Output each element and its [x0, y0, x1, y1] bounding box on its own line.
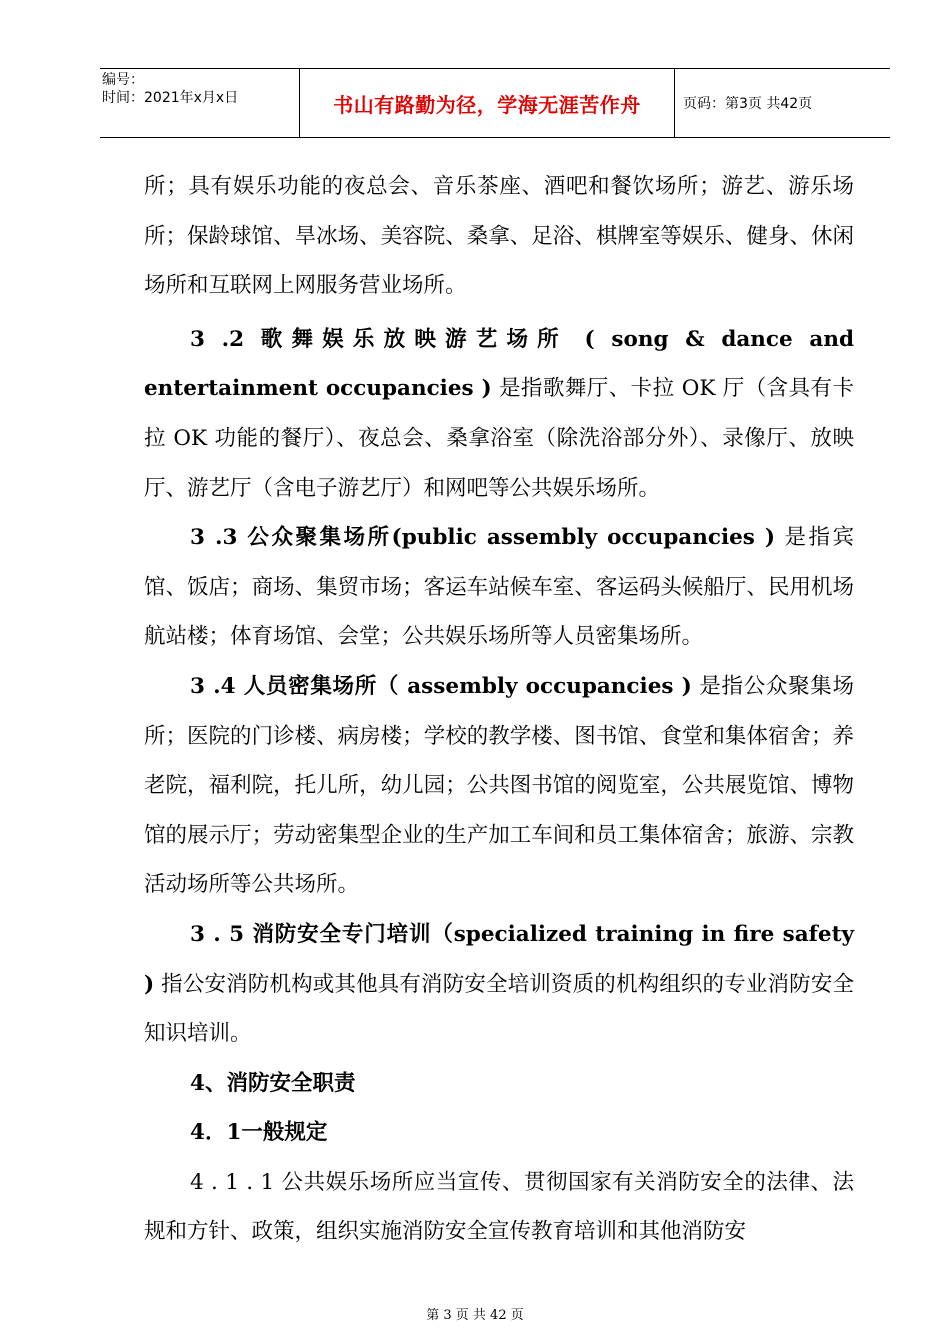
paragraph-continuation: 所；具有娱乐功能的夜总会、音乐茶座、酒吧和餐饮场所；游艺、游乐场所；保龄球馆、旱冰场、美容院、桑拿、足浴、棋牌室等娱乐、健身、休闲场所和互联网上网服务营业场所。: [144, 174, 854, 299]
definition-3-3-text: 是指宾馆、饭店；商场、集贸市场；客运车站候车室、客运码头候船厅、民用机场航站楼；体育场馆、会堂；公共娱乐场所等人员密集场所。: [144, 525, 854, 650]
section-4-1-title: 4．1一般规定: [190, 1120, 328, 1146]
definition-3-5-term: 3 . 5 消防安全专门培训（specialized training in fire safety ): [144, 921, 854, 997]
document-body: [144, 162, 854, 1257]
header-page-label: 页码：第3页 共42页: [683, 96, 813, 112]
definition-3-2-text: 是指歌舞厅、卡拉 OK 厅（含具有卡拉 OK 功能的餐厅）、夜总会、桑拿浴室（除洗浴部分外）、录像厅、放映厅、游艺厅（含电子游艺厅）和网吧等公共娱乐场所。: [144, 376, 854, 501]
definition-3-5: [144, 910, 854, 1059]
definition-3-2: [144, 315, 854, 513]
header-motto: 书山有路勤为径，学海无涯苦作舟: [300, 69, 675, 137]
document-time-label: 时间：2021年x月x日: [102, 90, 239, 106]
definition-3-5-text: 指公安消防机构或其他具有消防安全培训资质的机构组织的专业消防安全知识培训。: [144, 971, 854, 1047]
definition-3-4: [144, 662, 854, 910]
section-4-title: 4、消防安全职责: [190, 1070, 356, 1096]
definition-3-3: [144, 513, 854, 662]
section-heading-4: [144, 1059, 854, 1109]
header-meta: [100, 69, 300, 137]
clause-4-1-1: 4 . 1 . 1 公共娱乐场所应当宣传、贯彻国家有关消防安全的法律、法规和方针、政策，组织实施消防安全宣传教育培训和其他消防安: [144, 1169, 854, 1245]
definition-3-4-term: 3 .4 人员密集场所（ assembly occupancies ): [190, 673, 692, 699]
page-footer: 第 3 页 共 42 页: [426, 1308, 524, 1323]
section-heading-4-1: [144, 1108, 854, 1158]
definition-3-2-term: 3 .2 歌舞娱乐放映游艺场所 ( song & dance and entertainment occupancies ): [144, 326, 854, 402]
definition-3-4-text: 是指公众聚集场所；医院的门诊楼、病房楼；学校的教学楼、图书馆、食堂和集体宿舍；养老院，福利院，托儿所，幼儿园；公共图书馆的阅览室，公共展览馆、博物馆的展示厅；劳动密集型企业的生产加工车间和员工集体宿舍；旅游、宗教活动场所等公共场所。: [144, 673, 854, 898]
document-number-label: 编号：: [102, 72, 144, 88]
page-header: [100, 68, 890, 138]
definition-3-3-term: 3 .3 公众聚集场所(public assembly occupancies ): [190, 525, 776, 551]
